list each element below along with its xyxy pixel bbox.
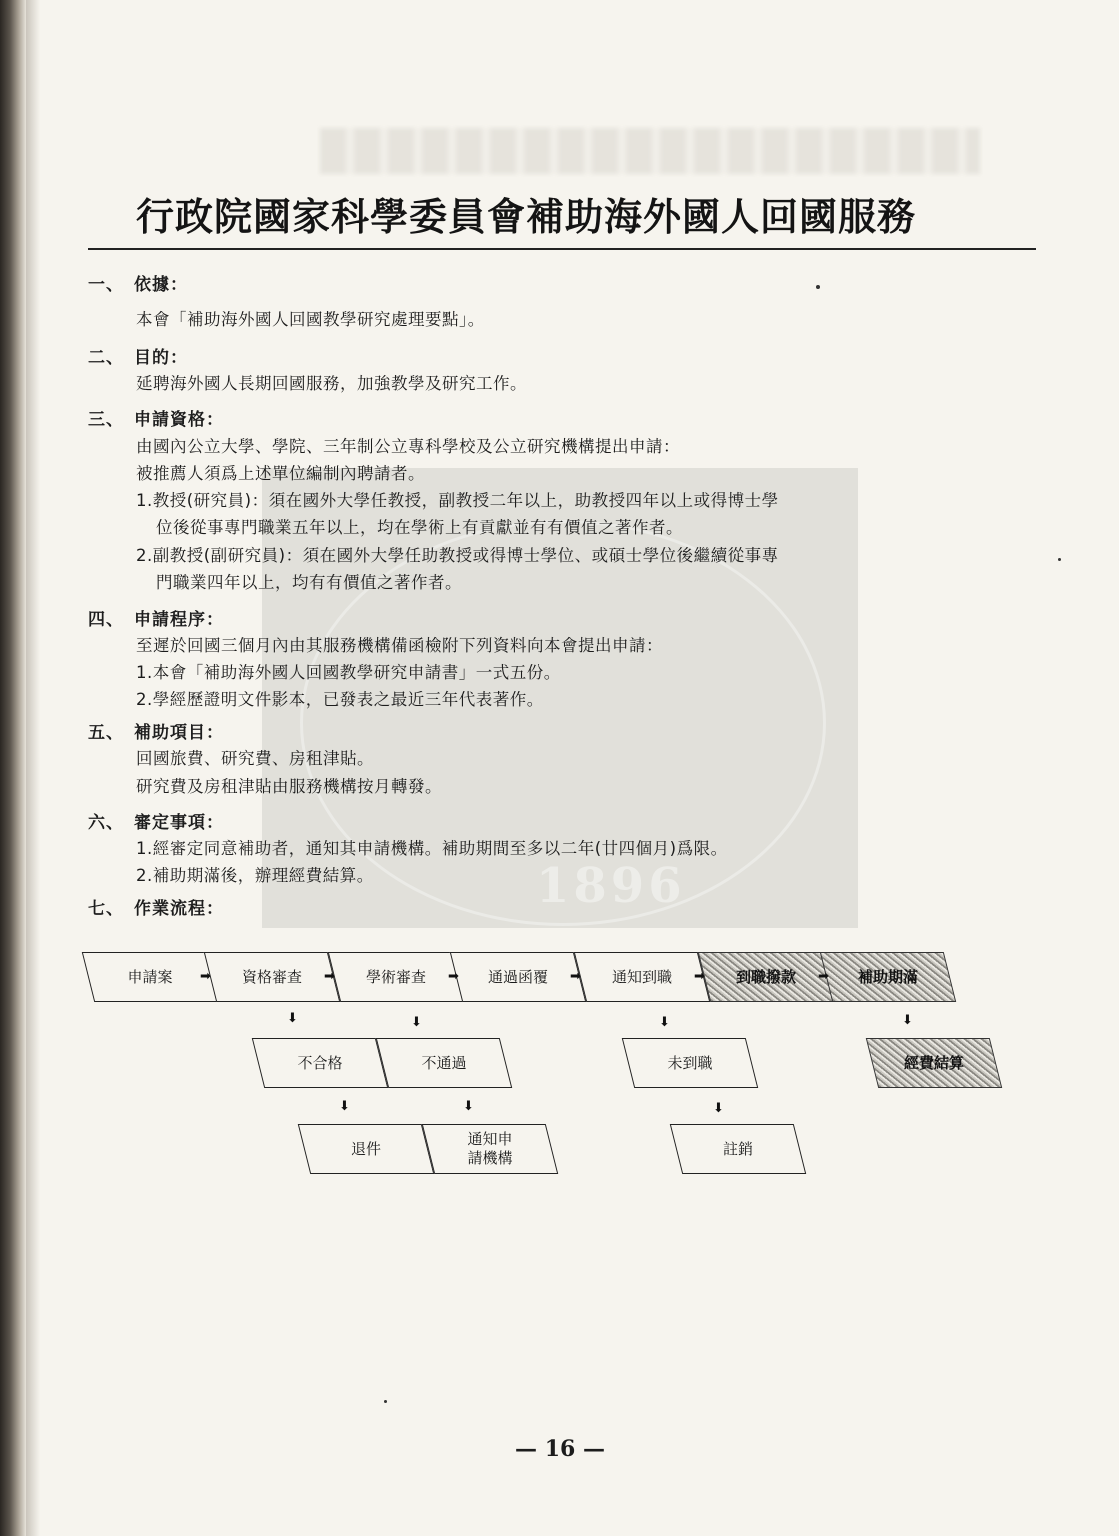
flow-step-qualification-review: 資格審查 [210, 952, 334, 1002]
right-arrow-icon: ➡ [324, 969, 335, 984]
eligibility-line-1: 由國內公立大學、學院、三年制公立專科學校及公立研究機構提出申請： [136, 437, 680, 456]
document-title: 行政院國家科學委員會補助海外國人回國服務 [136, 194, 917, 239]
scan-speck [1058, 558, 1061, 561]
flow-step-notify-onboarding: 通知到職 [580, 952, 704, 1002]
section-heading-workflow: 七、 作業流程： [88, 899, 224, 919]
flow-branch-expense-settlement: 經費結算 [872, 1038, 996, 1088]
down-arrow-icon: ⬇ [339, 1099, 350, 1114]
review-item-1: 1.經審定同意補助者，通知其申請機構。補助期間至多以二年(廿四個月)爲限。 [136, 839, 728, 858]
down-arrow-icon: ⬇ [287, 1011, 298, 1026]
review-item-2: 2.補助期滿後，辦理經費結算。 [136, 866, 374, 885]
procedure-line-1: 至遲於回國三個月內由其服務機構備函檢附下列資料向本會提出申請： [136, 636, 663, 655]
flow-step-onboard-disbursement: 到職撥款 [704, 952, 828, 1002]
basis-text: 本會「補助海外國人回國教學研究處理要點」。 [136, 310, 485, 329]
spine-edge-shade [26, 0, 40, 1536]
purpose-text: 延聘海外國人長期回國服務，加強教學及研究工作。 [136, 374, 527, 393]
eligibility-item-1a: 1.教授(研究員)：須在國外大學任教授，副教授二年以上，助教授四年以上或得博士學 [136, 491, 779, 510]
eligibility-line-2: 被推薦人須爲上述單位編制內聘請者。 [136, 464, 425, 483]
right-arrow-icon: ➡ [818, 969, 829, 984]
eligibility-item-2b: 門職業四年以上，均有有價值之著作者。 [156, 573, 462, 592]
section-heading-subsidy: 五、 補助項目： [88, 723, 224, 743]
scan-speck [384, 1400, 387, 1403]
flow-step-academic-review: 學術審查 [334, 952, 458, 1002]
down-arrow-icon: ⬇ [713, 1101, 724, 1116]
right-arrow-icon: ➡ [448, 969, 459, 984]
bleed-through-text [320, 128, 980, 174]
flow-branch-unqualified: 不合格 [258, 1038, 382, 1088]
right-arrow-icon: ➡ [200, 969, 211, 984]
eligibility-item-1b: 位後從事專門職業五年以上，均在學術上有貢獻並有有價值之著作者。 [156, 518, 683, 537]
watermark-year: 1896 [536, 858, 686, 914]
down-arrow-icon: ⬇ [463, 1099, 474, 1114]
flow-end-notify-institution: 通知申 請機構 [428, 1124, 552, 1174]
flow-step-application: 申請案 [88, 952, 212, 1002]
section-heading-review: 六、 審定事項： [88, 813, 224, 833]
scan-speck [816, 285, 820, 289]
right-arrow-icon: ➡ [570, 969, 581, 984]
down-arrow-icon: ⬇ [902, 1013, 913, 1028]
section-heading-purpose: 二、 目的： [88, 348, 188, 368]
flow-step-subsidy-expiry: 補助期滿 [826, 952, 950, 1002]
procedure-item-1: 1.本會「補助海外國人回國教學研究申請書」一式五份。 [136, 663, 561, 682]
flow-end-return-application: 退件 [304, 1124, 428, 1174]
flow-branch-rejected: 不通過 [382, 1038, 506, 1088]
page-number: — 16 — [515, 1436, 605, 1462]
section-heading-procedure: 四、 申請程序： [88, 610, 224, 630]
procedure-item-2: 2.學經歷證明文件影本，已發表之最近三年代表著作。 [136, 690, 544, 709]
flow-end-cancel: 註銷 [676, 1124, 800, 1174]
subsidy-line-2: 研究費及房租津貼由服務機構按月轉發。 [136, 777, 442, 796]
subsidy-line-1: 回國旅費、研究費、房租津貼。 [136, 749, 374, 768]
title-rule [88, 248, 1036, 250]
flow-step-approval-reply: 通過函覆 [456, 952, 580, 1002]
section-heading-eligibility: 三、 申請資格： [88, 410, 224, 430]
right-arrow-icon: ➡ [694, 969, 705, 984]
book-spine-shadow [0, 0, 26, 1536]
section-heading-basis: 一、 依據： [88, 275, 188, 295]
down-arrow-icon: ⬇ [659, 1015, 670, 1030]
page-edge-mark [0, 1030, 12, 1050]
eligibility-item-2a: 2.副教授(副研究員)：須在國外大學任助教授或得博士學位、或碩士學位後繼續從事專 [136, 546, 779, 565]
down-arrow-icon: ⬇ [411, 1015, 422, 1030]
flow-branch-not-onboarded: 未到職 [628, 1038, 752, 1088]
